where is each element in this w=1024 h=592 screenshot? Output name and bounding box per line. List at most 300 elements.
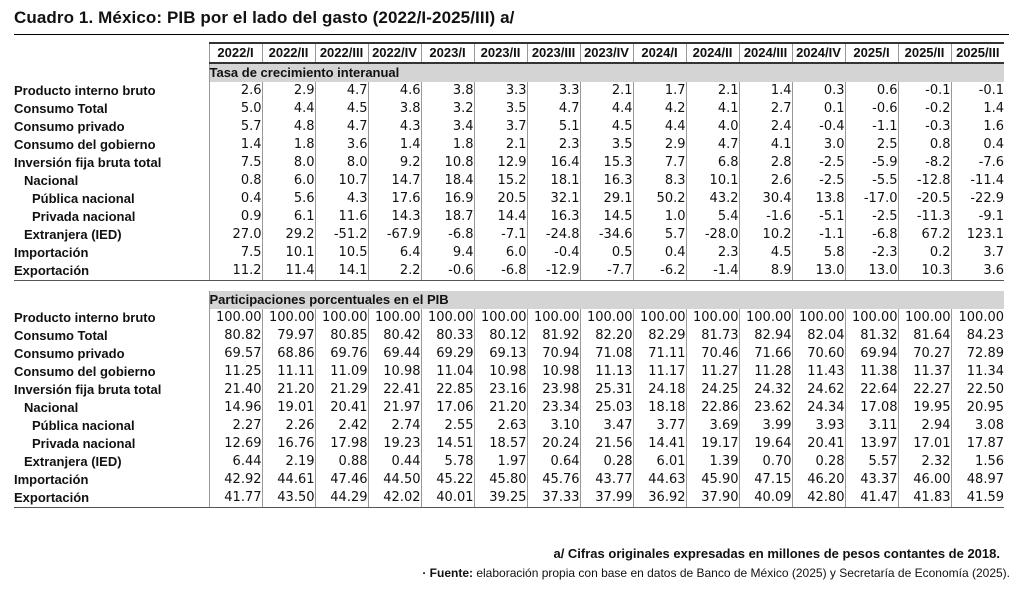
section-title: Participaciones porcentuales en el PIB: [209, 291, 1004, 309]
row-label: Nacional: [24, 173, 79, 188]
value-cell: -34.6: [580, 226, 633, 244]
value-cell: 20.41: [315, 399, 368, 417]
value-cell: 100.00: [315, 309, 368, 327]
value-cell: 1.97: [474, 453, 527, 471]
table-row: [14, 208, 1004, 226]
row-label: Consumo privado: [14, 346, 125, 361]
value-cell: 4.8: [262, 118, 315, 136]
value-cell: 14.51: [421, 435, 474, 453]
value-cell: 1.4: [368, 136, 421, 154]
value-cell: 2.7: [739, 100, 792, 118]
value-cell: 11.04: [421, 363, 474, 381]
value-cell: -2.5: [792, 172, 845, 190]
value-cell: 50.2: [633, 190, 686, 208]
value-cell: -5.5: [845, 172, 898, 190]
value-cell: 20.24: [527, 435, 580, 453]
value-cell: 18.18: [633, 399, 686, 417]
value-cell: 10.7: [315, 172, 368, 190]
value-cell: 0.88: [315, 453, 368, 471]
value-cell: 48.97: [951, 471, 1004, 489]
table-row: [14, 363, 1004, 381]
value-cell: 3.7: [474, 118, 527, 136]
value-cell: 14.1: [315, 262, 368, 281]
table-row: [14, 100, 1004, 118]
value-cell: 2.9: [262, 82, 315, 100]
value-cell: 69.44: [368, 345, 421, 363]
value-cell: 11.34: [951, 363, 1004, 381]
value-cell: 14.96: [209, 399, 262, 417]
value-cell: 100.00: [580, 309, 633, 327]
value-cell: 100.00: [739, 309, 792, 327]
value-cell: 4.1: [739, 136, 792, 154]
value-cell: 3.4: [421, 118, 474, 136]
column-header: 2022/I: [209, 43, 262, 63]
value-cell: 4.7: [686, 136, 739, 154]
value-cell: 14.5: [580, 208, 633, 226]
value-cell: 4.2: [633, 100, 686, 118]
value-cell: 11.09: [315, 363, 368, 381]
column-header: 2022/IV: [368, 43, 421, 63]
row-label: Extranjera (IED): [24, 227, 122, 242]
value-cell: 100.00: [845, 309, 898, 327]
value-cell: 10.3: [898, 262, 951, 281]
value-cell: 39.25: [474, 489, 527, 508]
value-cell: 42.80: [792, 489, 845, 508]
section-band: [14, 291, 1004, 309]
value-cell: 1.4: [951, 100, 1004, 118]
value-cell: 11.13: [580, 363, 633, 381]
value-cell: 3.6: [951, 262, 1004, 281]
value-cell: 2.3: [686, 244, 739, 262]
value-cell: 10.8: [421, 154, 474, 172]
value-cell: 3.99: [739, 417, 792, 435]
value-cell: 23.16: [474, 381, 527, 399]
value-cell: 21.40: [209, 381, 262, 399]
value-cell: 0.44: [368, 453, 421, 471]
value-cell: 6.01: [633, 453, 686, 471]
table-row: [14, 327, 1004, 345]
table-row: [14, 226, 1004, 244]
value-cell: -28.0: [686, 226, 739, 244]
value-cell: -8.2: [898, 154, 951, 172]
value-cell: 6.0: [474, 244, 527, 262]
value-cell: 71.66: [739, 345, 792, 363]
value-cell: 4.3: [368, 118, 421, 136]
value-cell: 41.83: [898, 489, 951, 508]
value-cell: 100.00: [951, 309, 1004, 327]
value-cell: 0.4: [633, 244, 686, 262]
value-cell: 2.63: [474, 417, 527, 435]
band-spacer: [14, 291, 209, 309]
value-cell: 11.17: [633, 363, 686, 381]
value-cell: 2.1: [474, 136, 527, 154]
value-cell: -2.5: [845, 208, 898, 226]
value-cell: 22.86: [686, 399, 739, 417]
value-cell: 2.6: [209, 82, 262, 100]
value-cell: 0.9: [209, 208, 262, 226]
value-cell: 43.37: [845, 471, 898, 489]
value-cell: 24.25: [686, 381, 739, 399]
value-cell: 0.4: [209, 190, 262, 208]
value-cell: 1.8: [262, 136, 315, 154]
column-header: 2023/II: [474, 43, 527, 63]
value-cell: 2.1: [686, 82, 739, 100]
value-cell: 1.6: [951, 118, 1004, 136]
value-cell: 0.5: [580, 244, 633, 262]
value-cell: -0.2: [898, 100, 951, 118]
value-cell: 16.9: [421, 190, 474, 208]
value-cell: 6.44: [209, 453, 262, 471]
value-cell: 2.2: [368, 262, 421, 281]
table-row: [14, 471, 1004, 489]
value-cell: -12.9: [527, 262, 580, 281]
value-cell: 11.28: [739, 363, 792, 381]
section-band: [14, 63, 1004, 82]
value-cell: 2.42: [315, 417, 368, 435]
value-cell: -6.2: [633, 262, 686, 281]
value-cell: -0.1: [951, 82, 1004, 100]
table-row: [14, 345, 1004, 363]
value-cell: 10.5: [315, 244, 368, 262]
value-cell: 79.97: [262, 327, 315, 345]
value-cell: 19.64: [739, 435, 792, 453]
value-cell: 19.01: [262, 399, 315, 417]
value-cell: 17.87: [951, 435, 1004, 453]
value-cell: 22.50: [951, 381, 1004, 399]
value-cell: 22.27: [898, 381, 951, 399]
value-cell: 14.7: [368, 172, 421, 190]
value-cell: 81.73: [686, 327, 739, 345]
value-cell: 12.9: [474, 154, 527, 172]
table-row: [14, 136, 1004, 154]
value-cell: 43.77: [580, 471, 633, 489]
value-cell: 16.4: [527, 154, 580, 172]
value-cell: 14.4: [474, 208, 527, 226]
value-cell: 5.0: [209, 100, 262, 118]
value-cell: -11.3: [898, 208, 951, 226]
value-cell: 45.90: [686, 471, 739, 489]
row-label: Exportación: [14, 262, 209, 281]
value-cell: 100.00: [527, 309, 580, 327]
value-cell: 100.00: [474, 309, 527, 327]
value-cell: 72.89: [951, 345, 1004, 363]
value-cell: -9.1: [951, 208, 1004, 226]
row-label: Consumo Total: [14, 328, 108, 343]
value-cell: 3.7: [951, 244, 1004, 262]
value-cell: 3.2: [421, 100, 474, 118]
value-cell: 5.6: [262, 190, 315, 208]
value-cell: 17.6: [368, 190, 421, 208]
table-row: [14, 435, 1004, 453]
value-cell: 21.29: [315, 381, 368, 399]
value-cell: 11.38: [845, 363, 898, 381]
table-row: [14, 309, 1004, 327]
value-cell: 20.5: [474, 190, 527, 208]
table-row: [14, 381, 1004, 399]
value-cell: 3.47: [580, 417, 633, 435]
value-cell: 4.5: [739, 244, 792, 262]
value-cell: 6.0: [262, 172, 315, 190]
value-cell: 100.00: [209, 309, 262, 327]
value-cell: 9.2: [368, 154, 421, 172]
value-cell: 1.4: [209, 136, 262, 154]
value-cell: 24.18: [633, 381, 686, 399]
value-cell: -12.8: [898, 172, 951, 190]
value-cell: 21.20: [474, 399, 527, 417]
value-cell: 71.08: [580, 345, 633, 363]
value-cell: -20.5: [898, 190, 951, 208]
value-cell: 0.3: [792, 82, 845, 100]
value-cell: 18.7: [421, 208, 474, 226]
value-cell: -17.0: [845, 190, 898, 208]
value-cell: 0.28: [580, 453, 633, 471]
value-cell: 46.20: [792, 471, 845, 489]
gdp-table: [14, 42, 1004, 508]
value-cell: 15.2: [474, 172, 527, 190]
value-cell: 21.20: [262, 381, 315, 399]
value-cell: 32.1: [527, 190, 580, 208]
value-cell: 70.94: [527, 345, 580, 363]
row-label: Inversión fija bruta total: [14, 155, 162, 170]
value-cell: 8.9: [739, 262, 792, 281]
row-label: Importación: [14, 245, 89, 260]
value-cell: 37.90: [686, 489, 739, 508]
value-cell: 81.32: [845, 327, 898, 345]
section-title: Tasa de crecimiento interanual: [209, 63, 1004, 82]
value-cell: 123.1: [951, 226, 1004, 244]
value-cell: 44.50: [368, 471, 421, 489]
value-cell: 29.1: [580, 190, 633, 208]
row-label: Consumo privado: [14, 119, 125, 134]
value-cell: 2.3: [527, 136, 580, 154]
value-cell: 45.22: [421, 471, 474, 489]
value-cell: 47.15: [739, 471, 792, 489]
value-cell: 69.76: [315, 345, 368, 363]
value-cell: -5.9: [845, 154, 898, 172]
value-cell: 3.3: [527, 82, 580, 100]
value-cell: 1.4: [739, 82, 792, 100]
value-cell: 4.7: [527, 100, 580, 118]
table-row: [14, 118, 1004, 136]
source-text: elaboración propia con base en datos de Banco de México (2025) y Secretaría de Economía (2025).: [473, 566, 1010, 580]
value-cell: 5.7: [209, 118, 262, 136]
value-cell: 69.13: [474, 345, 527, 363]
value-cell: 10.2: [739, 226, 792, 244]
value-cell: 2.74: [368, 417, 421, 435]
column-header: 2025/II: [898, 43, 951, 63]
value-cell: 0.8: [898, 136, 951, 154]
value-cell: 3.08: [951, 417, 1004, 435]
value-cell: 22.85: [421, 381, 474, 399]
value-cell: 25.31: [580, 381, 633, 399]
value-cell: -0.1: [898, 82, 951, 100]
value-cell: 4.7: [315, 82, 368, 100]
value-cell: 18.57: [474, 435, 527, 453]
value-cell: 2.55: [421, 417, 474, 435]
column-header: 2023/I: [421, 43, 474, 63]
value-cell: 100.00: [792, 309, 845, 327]
table-title: Cuadro 1. México: PIB por el lado del gasto (2022/I-2025/III) a/: [14, 8, 515, 27]
table-row: [14, 417, 1004, 435]
value-cell: 44.61: [262, 471, 315, 489]
value-cell: 10.98: [474, 363, 527, 381]
value-cell: 27.0: [209, 226, 262, 244]
footnote: a/ Cifras originales expresadas en millones de pesos contantes de 2018.: [553, 546, 1000, 561]
value-cell: 20.95: [951, 399, 1004, 417]
value-cell: 71.11: [633, 345, 686, 363]
column-header: 2022/II: [262, 43, 315, 63]
value-cell: 100.00: [633, 309, 686, 327]
value-cell: 5.8: [792, 244, 845, 262]
value-cell: 4.6: [368, 82, 421, 100]
value-cell: 80.42: [368, 327, 421, 345]
spacer-cell: [14, 281, 1004, 292]
header-corner: [14, 43, 209, 63]
source-label: · Fuente:: [422, 566, 473, 580]
value-cell: 18.1: [527, 172, 580, 190]
value-cell: 11.2: [209, 262, 262, 281]
value-cell: 13.0: [792, 262, 845, 281]
value-cell: 12.69: [209, 435, 262, 453]
table-row: [14, 262, 1004, 281]
column-header: 2024/III: [739, 43, 792, 63]
value-cell: -7.1: [474, 226, 527, 244]
row-label: Consumo del gobierno: [14, 364, 156, 379]
value-cell: 19.23: [368, 435, 421, 453]
value-cell: 41.59: [951, 489, 1004, 508]
value-cell: 11.43: [792, 363, 845, 381]
value-cell: 4.5: [580, 118, 633, 136]
value-cell: 22.41: [368, 381, 421, 399]
value-cell: -0.3: [898, 118, 951, 136]
value-cell: 3.8: [368, 100, 421, 118]
value-cell: 100.00: [898, 309, 951, 327]
value-cell: 19.17: [686, 435, 739, 453]
value-cell: 0.8: [209, 172, 262, 190]
value-cell: 2.27: [209, 417, 262, 435]
row-label: Exportación: [14, 489, 209, 508]
value-cell: 100.00: [686, 309, 739, 327]
value-cell: 2.4: [739, 118, 792, 136]
value-cell: -0.4: [527, 244, 580, 262]
value-cell: -67.9: [368, 226, 421, 244]
value-cell: 23.62: [739, 399, 792, 417]
value-cell: 41.77: [209, 489, 262, 508]
value-cell: 3.77: [633, 417, 686, 435]
value-cell: 100.00: [368, 309, 421, 327]
value-cell: 2.8: [739, 154, 792, 172]
value-cell: 41.47: [845, 489, 898, 508]
value-cell: 14.41: [633, 435, 686, 453]
value-cell: 36.92: [633, 489, 686, 508]
value-cell: 3.0: [792, 136, 845, 154]
row-label: Pública nacional: [32, 191, 135, 206]
value-cell: 80.85: [315, 327, 368, 345]
row-label: Producto interno bruto: [14, 310, 156, 325]
value-cell: 18.4: [421, 172, 474, 190]
value-cell: 81.64: [898, 327, 951, 345]
value-cell: 3.10: [527, 417, 580, 435]
value-cell: 43.2: [686, 190, 739, 208]
source-note: [422, 566, 1010, 580]
value-cell: 3.8: [421, 82, 474, 100]
value-cell: -51.2: [315, 226, 368, 244]
value-cell: 2.94: [898, 417, 951, 435]
value-cell: 46.00: [898, 471, 951, 489]
value-cell: 16.76: [262, 435, 315, 453]
value-cell: -24.8: [527, 226, 580, 244]
value-cell: -0.4: [792, 118, 845, 136]
value-cell: 1.8: [421, 136, 474, 154]
value-cell: 100.00: [262, 309, 315, 327]
value-cell: 17.08: [845, 399, 898, 417]
value-cell: 37.33: [527, 489, 580, 508]
value-cell: 2.6: [739, 172, 792, 190]
value-cell: 4.1: [686, 100, 739, 118]
value-cell: 0.4: [951, 136, 1004, 154]
row-label: Nacional: [24, 400, 79, 415]
value-cell: -22.9: [951, 190, 1004, 208]
value-cell: 1.39: [686, 453, 739, 471]
value-cell: 3.5: [580, 136, 633, 154]
value-cell: 3.5: [474, 100, 527, 118]
row-label: Consumo del gobierno: [14, 137, 156, 152]
value-cell: -1.1: [792, 226, 845, 244]
value-cell: 7.5: [209, 154, 262, 172]
value-cell: 11.11: [262, 363, 315, 381]
row-label: Importación: [14, 472, 89, 487]
value-cell: 2.1: [580, 82, 633, 100]
value-cell: 5.4: [686, 208, 739, 226]
value-cell: -0.6: [845, 100, 898, 118]
table-row: [14, 172, 1004, 190]
value-cell: 13.97: [845, 435, 898, 453]
row-label: Extranjera (IED): [24, 454, 122, 469]
value-cell: 82.94: [739, 327, 792, 345]
value-cell: 13.0: [845, 262, 898, 281]
value-cell: 70.27: [898, 345, 951, 363]
value-cell: 17.06: [421, 399, 474, 417]
value-cell: 0.28: [792, 453, 845, 471]
value-cell: 7.7: [633, 154, 686, 172]
value-cell: 11.25: [209, 363, 262, 381]
value-cell: 1.56: [951, 453, 1004, 471]
column-header: 2023/IV: [580, 43, 633, 63]
band-spacer: [14, 63, 209, 82]
value-cell: 3.93: [792, 417, 845, 435]
value-cell: 5.1: [527, 118, 580, 136]
value-cell: -7.7: [580, 262, 633, 281]
value-cell: 8.0: [315, 154, 368, 172]
table-row: [14, 244, 1004, 262]
value-cell: 80.12: [474, 327, 527, 345]
value-cell: 10.1: [262, 244, 315, 262]
value-cell: 45.80: [474, 471, 527, 489]
value-cell: 6.8: [686, 154, 739, 172]
table-row: [14, 489, 1004, 508]
value-cell: 3.69: [686, 417, 739, 435]
value-cell: 69.57: [209, 345, 262, 363]
value-cell: 45.76: [527, 471, 580, 489]
value-cell: 3.3: [474, 82, 527, 100]
column-header: 2025/I: [845, 43, 898, 63]
table-row: [14, 82, 1004, 100]
value-cell: -1.4: [686, 262, 739, 281]
value-cell: 11.4: [262, 262, 315, 281]
value-cell: 4.3: [315, 190, 368, 208]
value-cell: 5.7: [633, 226, 686, 244]
value-cell: 40.09: [739, 489, 792, 508]
